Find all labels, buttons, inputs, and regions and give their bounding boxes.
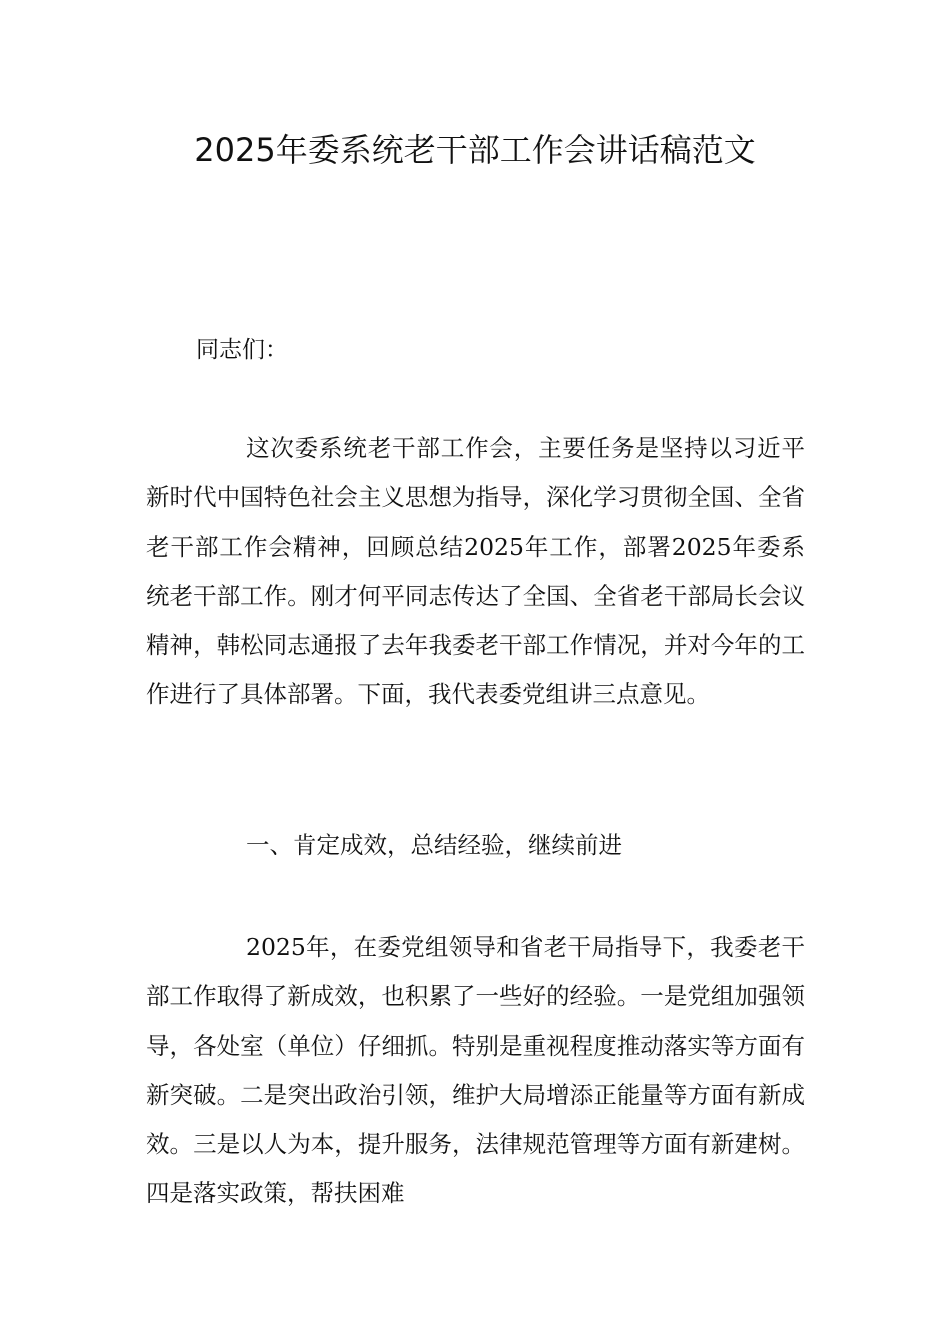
document-title: 2025年委系统老干部工作会讲话稿范文 bbox=[194, 131, 756, 169]
salutation: 同志们： bbox=[196, 337, 288, 363]
paragraph-intro: 这次委系统老干部工作会，主要任务是坚持以习近平新时代中国特色社会主义思想为指导，深化学习贯彻全国、全省老干部工作会精神，回顾总结2025年工作，部署2025年委系统老干部工作。刚才何平同志传达了全国、全省老干部局长会议精神，韩松同志通报了去年我委老干部工作情况，并对今年的工作进行了具体部署。下面，我代表委党组讲三点意见。 bbox=[146, 434, 805, 709]
paragraph-section-1: 2025年，在委党组领导和省老干局指导下，我委老干部工作取得了新成效，也积累了一些好的经验。一是党组加强领导，各处室（单位）仔细抓。特别是重视程度推动落实等方面有新突破。二是突出政治引领，维护大局增添正能量等方面有新成效。三是以人为本，提升服务，法律规范管理等方面有新建树。四是落实政策，帮扶困难 bbox=[146, 933, 805, 1208]
section-heading-1: 一、肯定成效，总结经验，继续前进 bbox=[246, 831, 622, 859]
